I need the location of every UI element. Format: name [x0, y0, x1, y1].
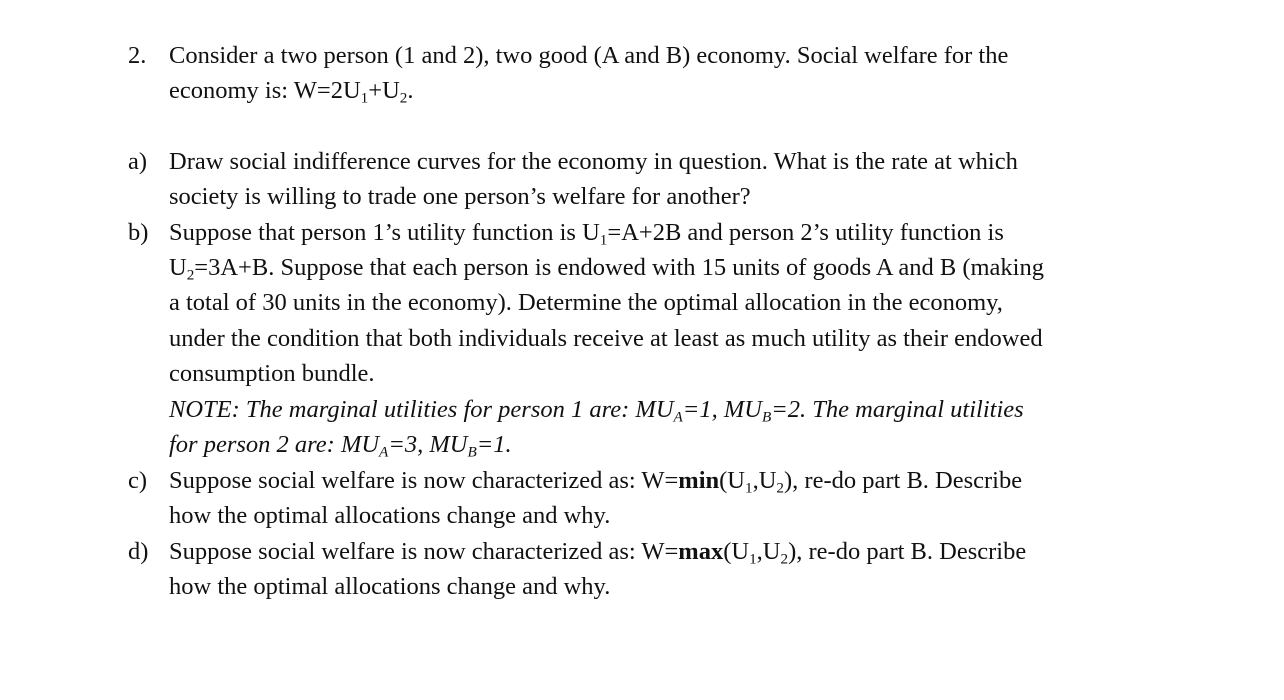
part-a-line-2: society is willing to trade one person’s welfare for another?: [169, 183, 751, 210]
part-b-line-1: Suppose that person 1’s utility function is $U_1=A+2B$ and person 2’s utility function is: [169, 219, 1004, 249]
part-b-note-line-2: for person 2 are: $MU_A=3$, $MU_B=1$.: [169, 431, 512, 461]
part-d-marker: d): [128, 538, 149, 565]
part-a-line-1: Draw social indifference curves for the economy in question. What is the rate at which: [169, 148, 1018, 175]
part-c-line-1: Suppose social welfare is now characterized as: $W=\min(U_1,U_2)$, re-do part B. Describe: [169, 467, 1023, 497]
part-a-marker: a): [128, 148, 148, 175]
question-line-2: economy is: $W=2U_1+U_2$.: [169, 77, 414, 107]
part-c-line-2: how the optimal allocations change and why.: [169, 502, 611, 529]
question-number: 2.: [128, 42, 147, 69]
part-d-line-1: Suppose social welfare is now characterized as: $W=\max(U_1,U_2)$, re-do part B. Describe: [169, 538, 1027, 568]
part-d-line-2: how the optimal allocations change and why.: [169, 573, 611, 600]
part-b-line-5: consumption bundle.: [169, 360, 375, 387]
part-c-marker: c): [128, 467, 148, 494]
part-b-line-4: under the condition that both individuals receive at least as much utility as their endowed: [169, 325, 1043, 352]
part-b-marker: b): [128, 219, 149, 246]
question-line-1: Consider a two person (1 and 2), two good (A and B) economy. Social welfare for the: [169, 42, 1009, 69]
part-b-line-3: a total of 30 units in the economy). Determine the optimal allocation in the economy,: [169, 289, 1003, 316]
part-b-note-line-1: NOTE: The marginal utilities for person 1 are: $MU_A=1$, $MU_B=2$. The marginal utilities: [169, 396, 1024, 426]
part-b-line-2: $U_2=3A+B$. Suppose that each person is endowed with 15 units of goods A and B (making: [169, 254, 1044, 284]
